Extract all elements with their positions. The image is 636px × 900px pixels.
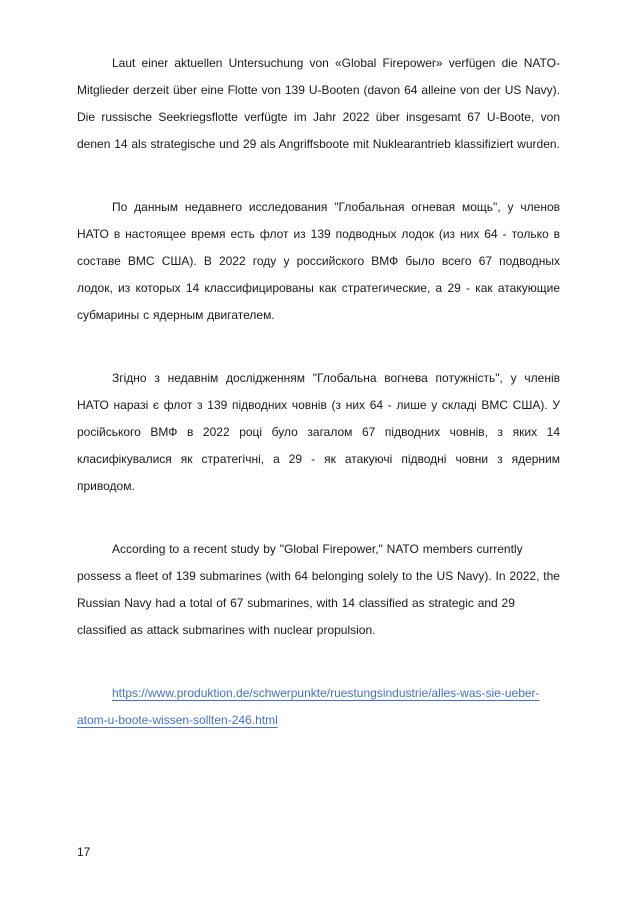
paragraph-russian: По данным недавнего исследования "Глобальная огневая мощь", у членов НАТО в настоящее время есть флот из 139 подводных лодок (из них 64 - только в составе ВМС США). В 2022 году у российского ВМФ было всего 67 подводных лодок, из которых 14 классифицированы как стратегические, а 29 - как атакующие субмарины с ядерным двигателем. [77, 200, 560, 322]
source-link[interactable] [77, 686, 540, 727]
paragraph-german: Laut einer aktuellen Untersuchung von «Global Firepower» verfügen die NATO-Mitglieder derzeit über eine Flotte von 139 U-Booten (davon 64 alleine von der US Navy). Die russische Seekriegsflotte verfügte im Jahr 2022 über insgesamt 67 U-Boote, von denen 14 als strategische und 29 als Angriffsboote mit Nuklearantrieb klassifiziert wurden. [77, 56, 560, 151]
paragraph-english: According to a recent study by "Global Firepower," NATO members currently possess a fleet of 139 submarines (with 64 belonging solely to the US Navy). In 2022, the Russian Navy had a total of 67 submarines, with 14 classified as strategic and 29 classified as attack submarines with nuclear propulsion. [77, 542, 560, 637]
source-link-line-1: https://www.produktion.de/schwerpunkte/ruestungsindustrie/alles-was-sie-ueber- [112, 686, 540, 700]
source-link-paragraph [77, 680, 560, 734]
paragraph-ukrainian: Згідно з недавнім дослідженням "Глобальна вогнева потужність", у членів НАТО наразі є флот з 139 підводних човнів (з них 64 - лише у складі ВМС США). У російського ВМФ в 2022 році було загалом 67 підводних човнів, з яких 14 класифікувалися як стратегічні, а 29 - як атакуючі підводні човни з ядерним приводом. [77, 371, 560, 493]
page-number: 17 [77, 845, 91, 859]
page-content [77, 50, 560, 734]
source-link-line-2: atom-u-boote-wissen-sollten-246.html [77, 713, 278, 727]
